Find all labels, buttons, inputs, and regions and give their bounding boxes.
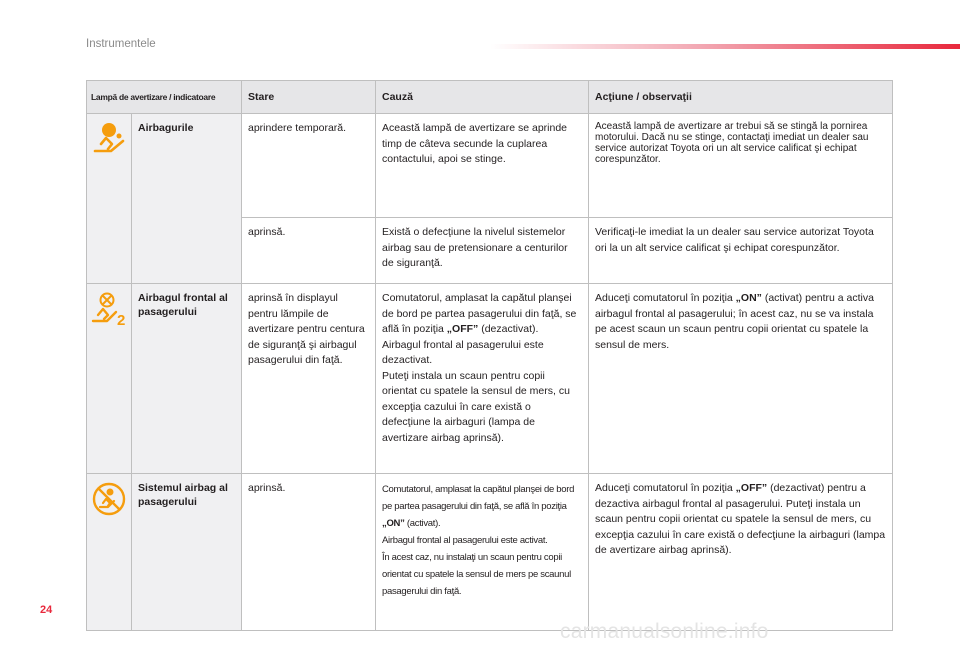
action-text-2: (activat) pentru a activa airbagul frontal al pasagerului; în acest caz, nu se va instala pe acest scaun un scaun pentru copii orientat cu spatele la sensul de mers. — [595, 292, 874, 351]
lamp-cell-airbag — [87, 114, 132, 284]
action-text-1: Aduceţi comutatorul în poziţia — [595, 482, 733, 494]
table-row — [87, 284, 893, 474]
state-cell: aprinsă. — [242, 474, 376, 631]
cause-text-1-tail: (activat). — [406, 518, 441, 529]
cause-text-3: Puteţi instala un scaun pentru copii orientat cu spatele la sensul de mers, cu excepţia cazului în care există o defecţiune la airbaguri (lampa de avertizare airbag aprinsă). — [382, 369, 570, 444]
cause-text-2: Airbagul frontal al pasagerului este activat. — [382, 535, 548, 546]
cause-off-label: „OFF” — [446, 323, 479, 335]
svg-text:2: 2 — [117, 312, 126, 326]
cause-cell — [376, 284, 589, 474]
lamp-name-passenger-frontal: Airbagul frontal al pasagerului — [132, 284, 242, 474]
cause-cell: Această lampă de avertizare se aprinde timp de câteva secunde la cuplarea contactului, apoi se stinge. — [376, 114, 589, 218]
header-cause: Cauză — [376, 81, 589, 114]
header-lamp: Lampă de avertizare / indicatoare — [87, 81, 242, 114]
state-cell: aprinsă. — [242, 218, 376, 284]
cause-cell: Există o defecţiune la nivelul sistemelor airbag sau de pretensionare a centurilor de siguranţă. — [376, 218, 589, 284]
action-text-1: Aduceţi comutatorul în poziţia — [595, 292, 733, 304]
action-cell — [589, 284, 893, 474]
header-accent-rule — [490, 44, 960, 49]
section-title: Instrumentele — [86, 38, 156, 50]
table-row — [87, 474, 893, 631]
cause-text-3: În acest caz, nu instalaţi un scaun pentru copii orientat cu spatele la sensul de mers pe scaunul pasagerului din faţă. — [382, 552, 571, 597]
lamp-cell-passenger-off — [87, 284, 132, 474]
passenger-airbag-off-icon — [91, 292, 127, 326]
passenger-airbag-disabled-icon — [92, 482, 126, 516]
lamp-cell-passenger-disabled — [87, 474, 132, 631]
cause-text-1: Comutatorul, amplasat la capătul planşei de bord pe partea pasagerului din faţă, se află în poziţia — [382, 292, 577, 335]
table-header-row — [87, 81, 893, 114]
airbag-icon — [92, 122, 126, 154]
action-on-label: „ON” — [735, 292, 762, 304]
cause-text-2: Airbagul frontal al pasagerului este dezactivat. — [382, 338, 544, 366]
header-action: Acţiune / observaţii — [589, 81, 893, 114]
header-state: Stare — [242, 81, 376, 114]
lamp-name-airbag: Airbagurile — [132, 114, 242, 284]
cause-on-label: „ON” — [382, 518, 405, 529]
state-cell: aprinsă în displayul pentru lămpile de avertizare pentru centura de siguranţă şi airbagul pasagerului din faţă. — [242, 284, 376, 474]
action-off-label: „OFF” — [735, 482, 768, 494]
action-cell — [589, 474, 893, 631]
watermark: carmanualsonline.info — [560, 620, 769, 643]
cause-cell — [376, 474, 589, 631]
page-number: 24 — [40, 604, 53, 616]
warning-lamp-table — [86, 80, 893, 631]
cause-text-1-tail: (dezactivat). — [481, 323, 539, 335]
action-cell: Această lampă de avertizare ar trebui să se stingă la pornirea motorului. Dacă nu se stinge, contactaţi imediat un dealer sau service autorizat Toyota ori un alt service calificat şi echipat corespunzător. — [589, 114, 893, 218]
lamp-name-passenger-system: Sistemul airbag al pasagerului — [132, 474, 242, 631]
state-cell: aprindere temporară. — [242, 114, 376, 218]
table-row — [87, 114, 893, 218]
action-text-2: (dezactivat) pentru a dezactiva airbagul frontal al pasagerului. Puteţi instala un scaun pentru copii orientat cu spatele la sensul de mers, cu excepţia cazului în care există o defecţiune la airbaguri (lampa de avertizare airbag aprinsă). — [595, 482, 886, 556]
cause-text-1: Comutatorul, amplasat la capătul planşei de bord pe partea pasagerului din faţă, se află în poziţia — [382, 484, 575, 512]
action-cell: Verificaţi-le imediat la un dealer sau service autorizat Toyota ori la un alt service calificat şi echipat corespunzător. — [589, 218, 893, 284]
